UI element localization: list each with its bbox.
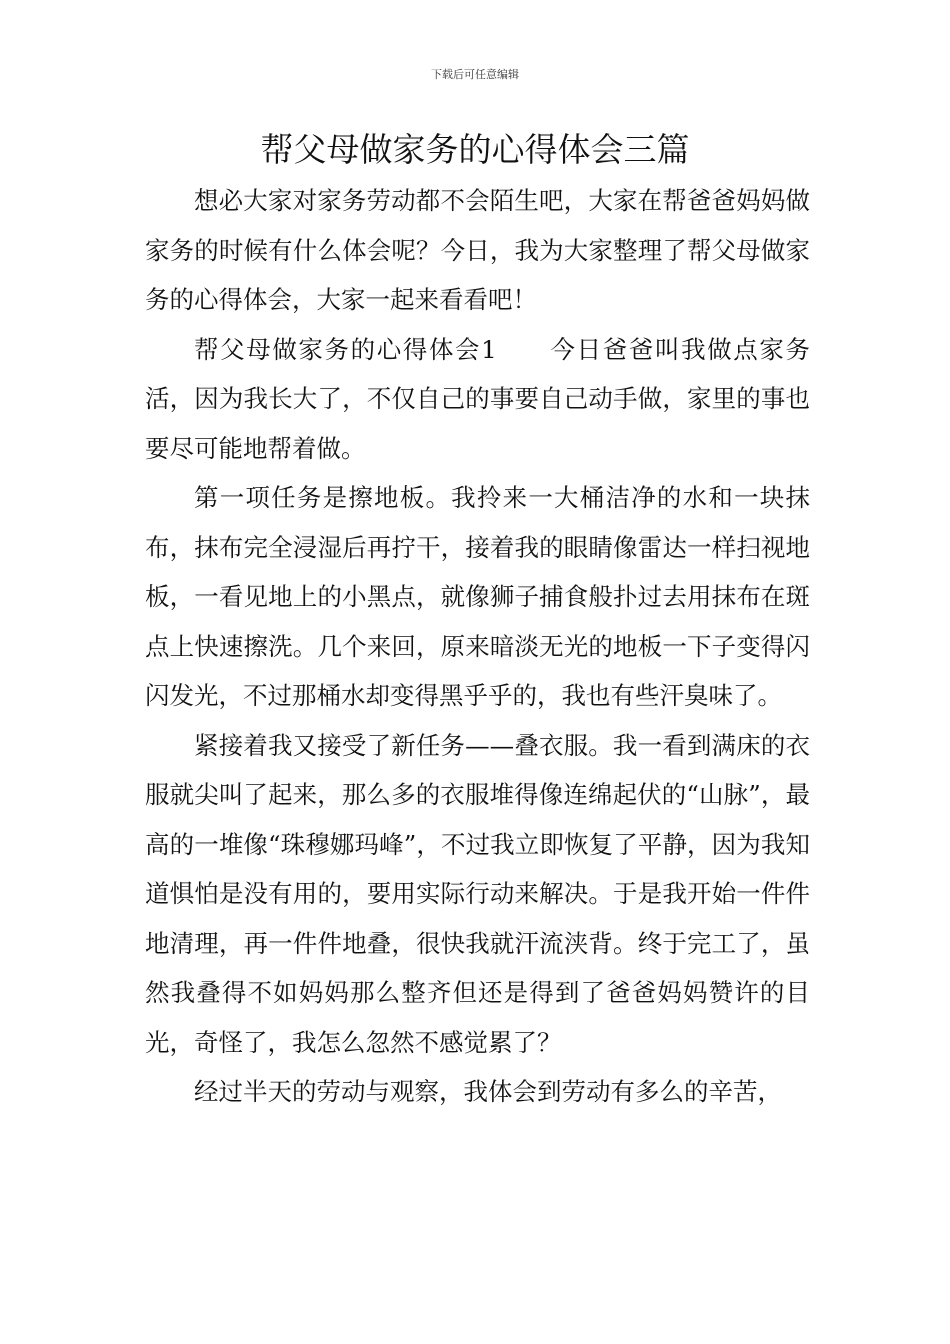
- paragraph-reflection: 经过半天的劳动与观察，我体会到劳动有多么的辛苦，: [194, 1077, 782, 1106]
- paragraph-section-1-opening: 帮父母做家务的心得体会1 今日爸爸叫我做点家务活，因为我长大了，不仅自己的事要自己动手做，家里的事也要尽可能地帮着做。: [145, 334, 810, 463]
- document-title: 帮父母做家务的心得体会三篇: [260, 130, 690, 169]
- paragraph-mopping-floor: 第一项任务是擦地板。我拎来一大桶洁净的水和一块抹布，抹布完全浸湿后再拧干，接着我的眼睛像雷达一样扫视地板，一看见地上的小黑点，就像狮子捕食般扑过去用抹布在斑点上快速擦洗。几个来回，原来暗淡无光的地板一下子变得闪闪发光，不过那桶水却变得黑乎乎的，我也有些汗臭味了。: [145, 483, 810, 710]
- paragraph-folding-clothes: 紧接着我又接受了新任务——叠衣服。我一看到满床的衣服就尖叫了起来，那么多的衣服堆得像连绵起伏的“山脉”，最高的一堆像“珠穆娜玛峰”，不过我立即恢复了平静，因为我知道惧怕是没有用的，要用实际行动来解决。于是我开始一件件地清理，再一件件地叠，很快我就汗流浃背。终于完工了，虽然我叠得不如妈妈那么整齐但还是得到了爸爸妈妈赞许的目光，奇怪了，我怎么忽然不感觉累了？: [145, 730, 810, 1057]
- paragraph-intro: 想必大家对家务劳动都不会陌生吧，大家在帮爸爸妈妈做家务的时候有什么体会呢？今日，我为大家整理了帮父母做家务的心得体会，大家一起来看看吧！: [145, 186, 810, 314]
- header-note: 下载后可任意编辑: [431, 68, 519, 81]
- document-body: [145, 176, 810, 1117]
